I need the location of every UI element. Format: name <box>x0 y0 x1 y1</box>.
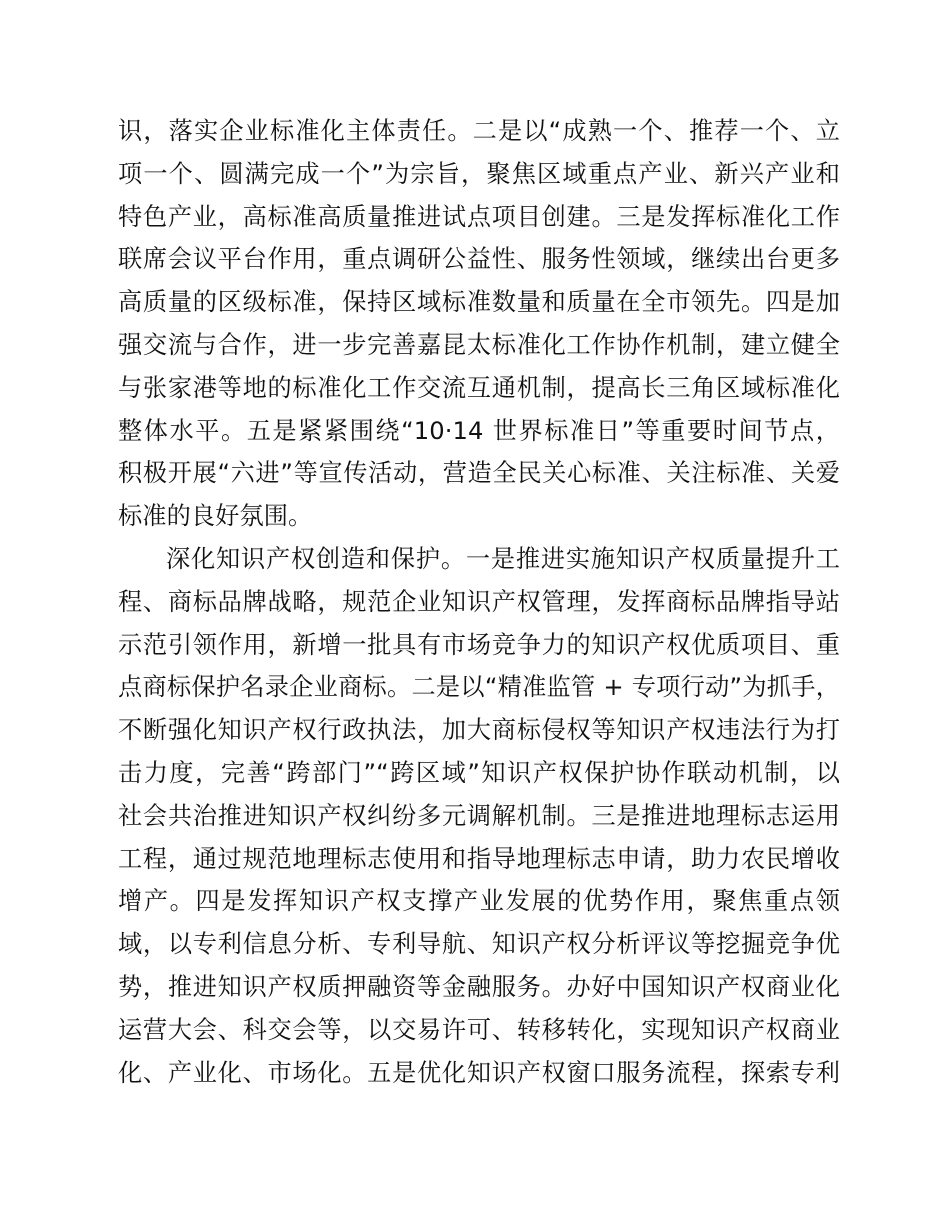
text-line: 运营大会、科交会等，以交易许可、转移转化，实现知识产权商业 <box>118 1015 840 1044</box>
text-line: 与张家港等地的标准化工作交流互通机制，提高长三角区域标准化 <box>118 373 840 402</box>
document-body <box>118 110 840 1094</box>
text-line: 击力度，完善“跨部门”“跨区域”知识产权保护协作联动机制，以 <box>118 758 840 787</box>
text-line: 联席会议平台作用，重点调研公益性、服务性领域，继续出台更多 <box>118 245 840 274</box>
text-line: 势，推进知识产权质押融资等金融服务。办好中国知识产权商业化 <box>118 972 840 1001</box>
text-line: 整体水平。五是紧紧围绕“10·14 世界标准日”等重要时间节点， <box>118 416 840 445</box>
text-line: 社会共治推进知识产权纠纷多元调解机制。三是推进地理标志运用 <box>118 801 840 830</box>
paragraph-intellectual-property <box>118 538 840 1094</box>
text-line: 化、产业化、市场化。五是优化知识产权窗口服务流程，探索专利 <box>118 1058 840 1087</box>
text-line: 点商标保护名录企业商标。二是以“精准监管 + 专项行动”为抓手， <box>118 673 840 702</box>
paragraph-standardization <box>118 110 840 538</box>
text-line: 工程，通过规范地理标志使用和指导地理标志申请，助力农民增收 <box>118 844 840 873</box>
text-line: 识，落实企业标准化主体责任。二是以“成熟一个、推荐一个、立 <box>118 117 840 145</box>
text-line: 增产。四是发挥知识产权支撑产业发展的优势作用，聚焦重点领 <box>118 887 840 916</box>
text-line: 高质量的区级标准，保持区域标准数量和质量在全市领先。四是加 <box>118 288 840 317</box>
text-line: 标准的良好氛围。 <box>118 502 313 531</box>
text-line: 积极开展“六进”等宣传活动，营造全民关心标准、关注标准、关爱 <box>118 459 840 488</box>
text-line: 程、商标品牌战略，规范企业知识产权管理，发挥商标品牌指导站 <box>118 587 840 616</box>
text-line: 示范引领作用，新增一批具有市场竞争力的知识产权优质项目、重 <box>118 630 840 659</box>
text-line: 强交流与合作，进一步完善嘉昆太标准化工作协作机制，建立健全 <box>118 330 840 359</box>
text-line: 不断强化知识产权行政执法，加大商标侵权等知识产权违法行为打 <box>118 716 840 745</box>
text-line: 深化知识产权创造和保护。一是推进实施知识产权质量提升工 <box>166 544 840 573</box>
text-line: 特色产业，高标准高质量推进试点项目创建。三是发挥标准化工作 <box>118 202 840 231</box>
text-line: 域，以专利信息分析、专利导航、知识产权分析评议等挖掘竞争优 <box>118 930 840 959</box>
text-line: 项一个、圆满完成一个”为宗旨，聚焦区域重点产业、新兴产业和 <box>118 159 840 188</box>
